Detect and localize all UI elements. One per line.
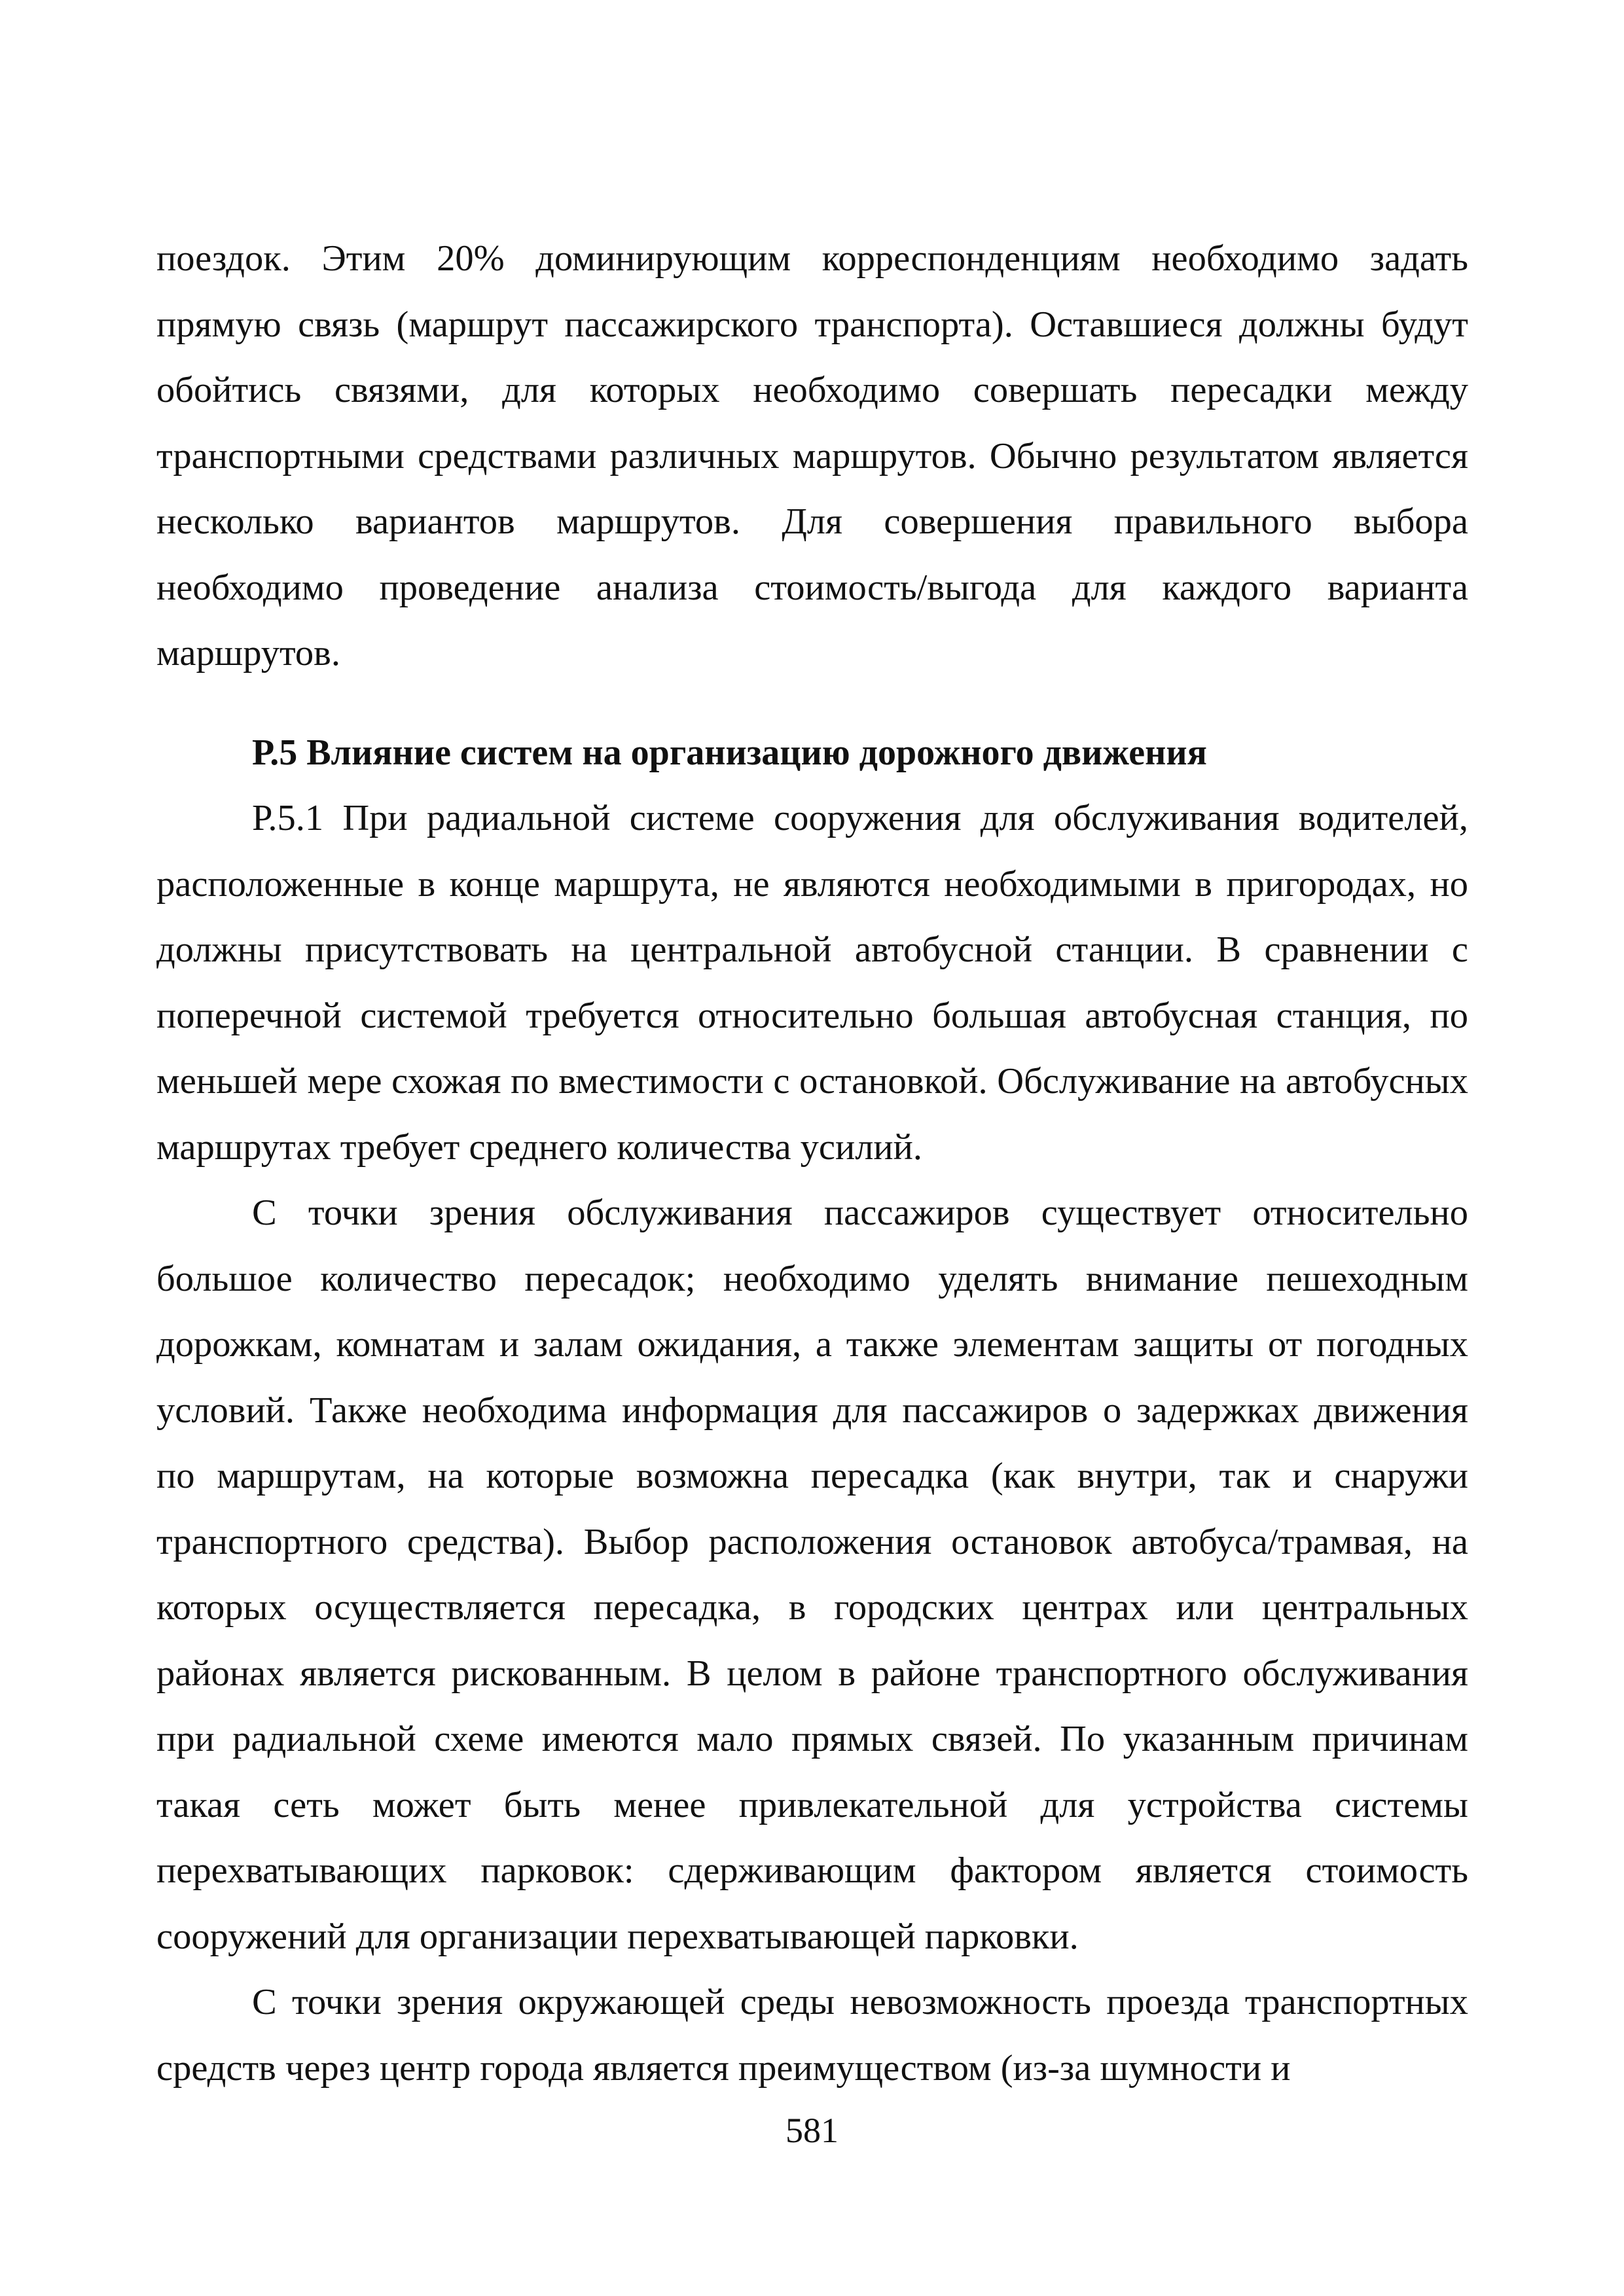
paragraph-1: Р.5.1 При радиальной системе сооружения для обслуживания водителей, расположенные в конце маршрута, не являются необходимыми в пригородах, но должны присутствовать на центральной автобусной станции. В сравнении с поперечной системой требуется относительно большая автобусная станция, по меньшей мере схожая по вместимости с остановкой. Обслуживание на автобусных маршрутах требует среднего количества усилий. [156, 798, 1468, 1168]
section-heading: Р.5 Влияние систем на организацию дорожного движения [252, 732, 1207, 773]
paragraph-intro: поездок. Этим 20% доминирующим корреспонденциям необходимо задать прямую связь (маршрут пассажирского транспорта). Оставшиеся должны будут обойтись связями, для которых необходимо совершать пересадки между транспортными средствами различных маршрутов. Обычно результатом является несколько вариантов маршрутов. Для совершения правильного выбора необходимо проведение анализа стоимость/выгода для каждого варианта маршрутов. [156, 238, 1468, 673]
page-number: 581 [785, 2111, 839, 2150]
paragraph-3: С точки зрения окружающей среды невозможность проезда транспортных средств через центр города является преимуществом (из-за шумности и [156, 1982, 1468, 2089]
paragraph-2: С точки зрения обслуживания пассажиров существует относительно большое количество пересадок; необходимо уделять внимание пешеходным дорожкам, комнатам и залам ожидания, а также элементам защиты от погодных условий. Также необходима информация для пассажиров о задержках движения по маршрутам, на которые возможна пересадка (как внутри, так и снаружи транспортного средства). Выбор расположения остановок автобуса/трамвая, на которых осуществляется пересадка, в городских центрах или центральных районах является рискованным. В целом в районе транспортного обслуживания при радиальной схеме имеются мало прямых связей. По указанным причинам такая сеть может быть менее привлекательной для устройства системы перехватывающих парковок: сдерживающим фактором является стоимость сооружений для организации перехватывающей парковки. [156, 1193, 1468, 1957]
page-body [156, 226, 1468, 2101]
